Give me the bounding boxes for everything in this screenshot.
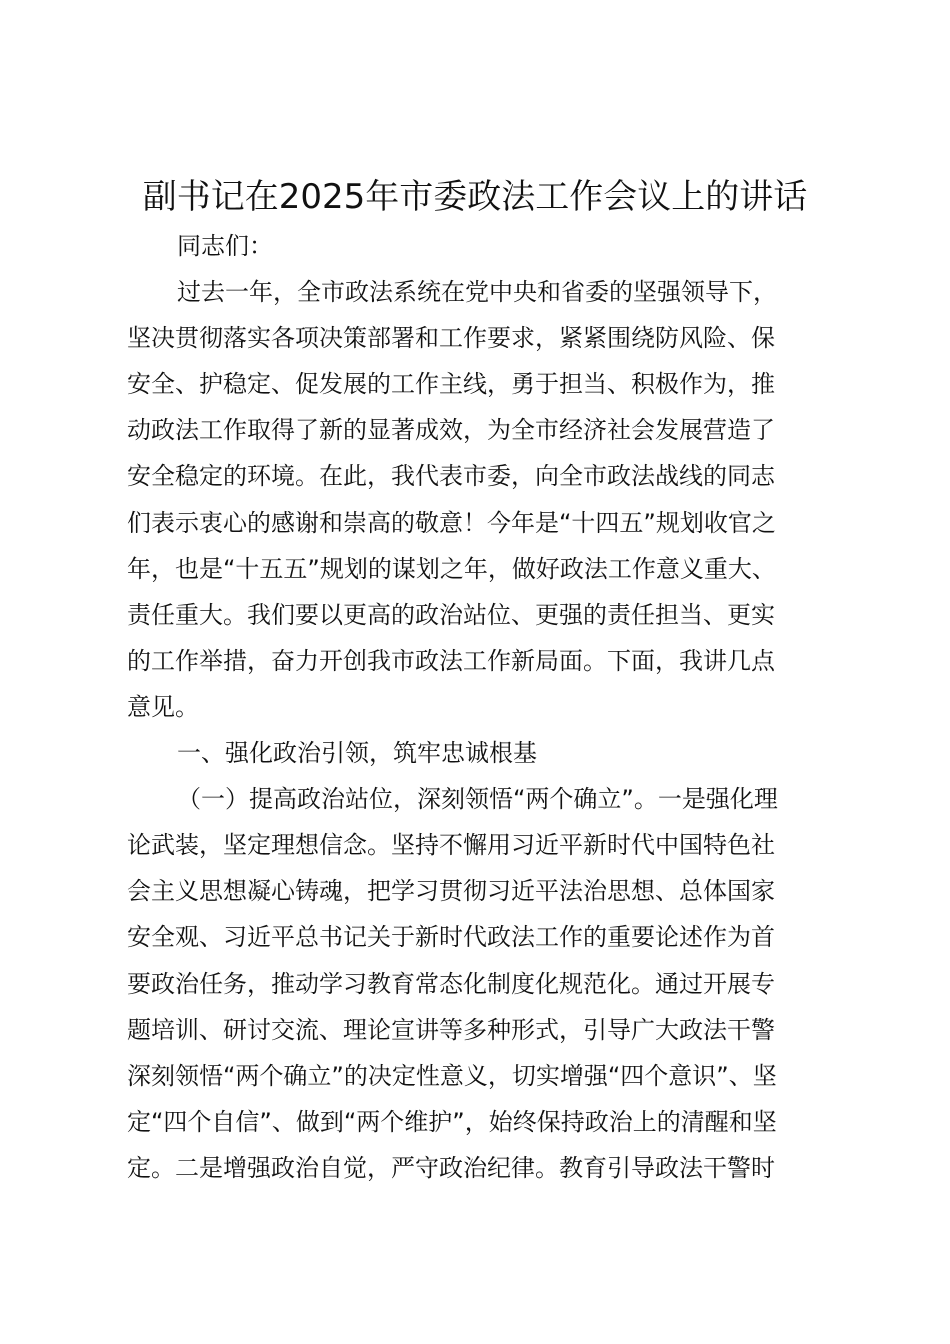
text-line: 定。二是增强政治自觉，严守政治纪律。教育引导政法干警时: [127, 1153, 775, 1182]
text-line: 责任重大。我们要以更高的政治站位、更强的责任担当、更实: [127, 600, 775, 629]
text-line: 意见。: [127, 692, 199, 721]
text-line: 定“四个自信”、做到“两个维护”，始终保持政治上的清醒和坚: [127, 1107, 777, 1136]
text-line: 年，也是“十五五”规划的谋划之年，做好政法工作意义重大、: [127, 554, 776, 583]
text-line: 论武装，坚定理想信念。坚持不懈用习近平新时代中国特色社: [127, 831, 775, 860]
text-line: 过去一年，全市政法系统在党中央和省委的坚强领导下，: [177, 278, 777, 307]
text-line: 动政法工作取得了新的显著成效，为全市经济社会发展营造了: [127, 416, 775, 445]
document-body: [127, 223, 827, 1191]
text-line: 会主义思想凝心铸魂，把学习贯彻习近平法治思想、总体国家: [127, 877, 775, 906]
text-line: 的工作举措，奋力开创我市政法工作新局面。下面，我讲几点: [127, 646, 775, 675]
text-line: 一、强化政治引领，筑牢忠诚根基: [177, 739, 537, 768]
text-line: 安全、护稳定、促发展的工作主线，勇于担当、积极作为，推: [127, 370, 775, 399]
text-line: 同志们：: [177, 232, 273, 260]
text-line: 坚决贯彻落实各项决策部署和工作要求，紧紧围绕防风险、保: [127, 324, 775, 353]
text-line: 安全观、习近平总书记关于新时代政法工作的重要论述作为首: [127, 923, 775, 952]
text-line: 安全稳定的环境。在此，我代表市委，向全市政法战线的同志: [127, 462, 775, 491]
document-title: 副书记在2025年市委政法工作会议上的讲话: [142, 177, 808, 217]
text-line: 深刻领悟“两个确立”的决定性意义，切实增强“四个意识”、坚: [127, 1061, 777, 1090]
text-line: 题培训、研讨交流、理论宣讲等多种形式，引导广大政法干警: [127, 1015, 775, 1044]
text-line: （一）提高政治站位，深刻领悟“两个确立”。一是强化理: [177, 785, 778, 814]
text-line: 要政治任务，推动学习教育常态化制度化规范化。通过开展专: [127, 969, 775, 998]
text-line: 们表示衷心的感谢和崇高的敬意！今年是“十四五”规划收官之: [127, 508, 776, 537]
